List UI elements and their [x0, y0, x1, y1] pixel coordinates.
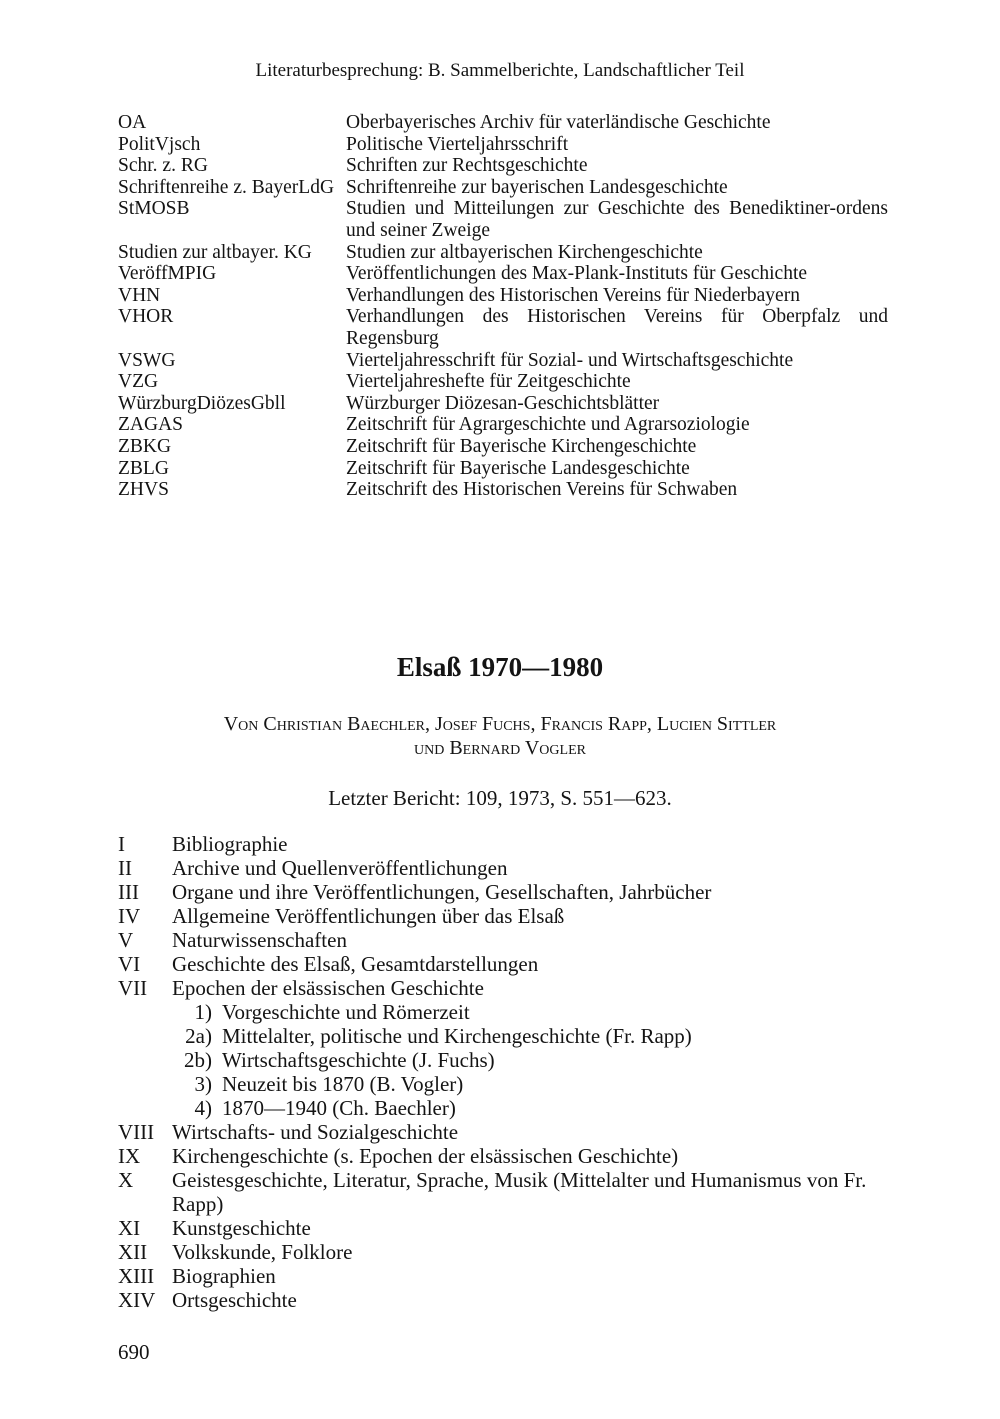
toc-item	[118, 1168, 888, 1216]
toc-subitem-label: Mittelalter, politische und Kirchengeschichte (Fr. Rapp)	[222, 1024, 692, 1048]
toc-item-label: Allgemeine Veröffentlichungen über das Elsaß	[172, 904, 565, 928]
abbreviation-row	[118, 134, 888, 156]
abbreviation-meaning: Oberbayerisches Archiv für vaterländische Geschichte	[346, 112, 771, 133]
abbreviation-meaning: Zeitschrift für Bayerische Kirchengeschichte	[346, 435, 697, 457]
abbreviation-key: ZHVS	[118, 479, 169, 501]
toc-subitem-label: Neuzeit bis 1870 (B. Vogler)	[222, 1072, 464, 1096]
toc-item-label: Archive und Quellenveröffentlichungen	[172, 856, 508, 880]
abbreviation-key: PolitVjsch	[118, 133, 201, 155]
toc-item-number: VII	[118, 976, 148, 1000]
abbreviation-key: VHN	[118, 284, 161, 306]
abbreviation-meaning: Vierteljahreshefte für Zeitgeschichte	[346, 371, 631, 393]
toc-item-number: XII	[118, 1240, 148, 1264]
abbreviation-row	[118, 198, 888, 241]
toc-subitem-number: 3)	[194, 1072, 212, 1096]
toc-item	[118, 1120, 888, 1144]
toc-item-label: Volkskunde, Folklore	[172, 1240, 353, 1264]
toc-item-label: Geistesgeschichte, Literatur, Sprache, Musik (Mittelalter und Humanismus von Fr. Rapp)	[172, 1168, 867, 1216]
toc-item	[118, 1144, 888, 1168]
toc-subitem-number: 1)	[194, 1000, 212, 1024]
toc-item-number: IV	[118, 904, 141, 928]
toc-item-label: Bibliographie	[172, 832, 288, 856]
abbreviation-row	[118, 177, 888, 199]
toc-subitem	[118, 1000, 888, 1024]
abbreviation-key: ZBKG	[118, 435, 172, 457]
toc-item	[118, 976, 888, 1000]
abbreviation-meaning: Politische Vierteljahrsschrift	[346, 133, 569, 155]
toc-subitem-label: 1870—1940 (Ch. Baechler)	[222, 1096, 456, 1120]
abbreviation-row	[118, 479, 888, 501]
abbreviation-meaning: Verhandlungen des Historischen Vereins für Oberpfalz und Regensburg	[346, 306, 888, 349]
toc-subitem-number: 2a)	[185, 1024, 212, 1048]
toc-item-label: Biographien	[172, 1264, 276, 1288]
toc-item	[118, 952, 888, 976]
toc-item	[118, 856, 888, 880]
page-number: 690	[118, 1340, 150, 1364]
abbreviation-key: VSWG	[118, 349, 176, 371]
abbreviation-meaning: Vierteljahresschrift für Sozial- und Wirtschaftsgeschichte	[346, 349, 794, 371]
abbreviation-row	[118, 393, 888, 415]
last-report-reference: Letzter Bericht: 109, 1973, S. 551—623.	[328, 786, 672, 810]
abbreviation-row	[118, 458, 888, 480]
toc-subitem-label: Wirtschaftsgeschichte (J. Fuchs)	[222, 1048, 495, 1072]
toc-item-label: Epochen der elsässischen Geschichte	[172, 976, 484, 1000]
abbreviation-meaning: Zeitschrift für Agrargeschichte und Agrarsoziologie	[346, 414, 750, 436]
abbreviation-row	[118, 436, 888, 458]
abbreviation-key: VHOR	[118, 306, 174, 328]
abbreviation-key: Schriftenreihe z. BayerLdG	[118, 176, 335, 198]
toc-item-label: Kunstgeschichte	[172, 1216, 311, 1240]
abbreviation-meaning: Verhandlungen des Historischen Vereins für Niederbayern	[346, 284, 800, 306]
authors-line-1: Von Christian Baechler, Josef Fuchs, Francis Rapp, Lucien Sittler	[223, 713, 777, 735]
toc-item	[118, 1216, 888, 1240]
abbreviation-row	[118, 242, 888, 264]
abbreviation-meaning: Schriftenreihe zur bayerischen Landesgeschichte	[346, 176, 728, 198]
authors	[0, 712, 1000, 760]
toc-subitem-number: 4)	[194, 1096, 212, 1120]
toc-subitem-label: Vorgeschichte und Römerzeit	[222, 1000, 470, 1024]
abbreviation-table	[118, 112, 888, 501]
toc-item	[118, 1264, 888, 1288]
toc-item-number: VI	[118, 952, 141, 976]
abbreviation-meaning: Studien und Mitteilungen zur Geschichte des Benediktiner-ordens und seiner Zweige	[346, 198, 888, 241]
toc-item	[118, 1240, 888, 1264]
abbreviation-row	[118, 414, 888, 436]
abbreviation-row	[118, 350, 888, 372]
abbreviation-row	[118, 285, 888, 307]
table-of-contents	[118, 832, 888, 1312]
abbreviation-row	[118, 155, 888, 177]
abbreviation-meaning: Schriften zur Rechtsgeschichte	[346, 155, 588, 177]
toc-subitem-number: 2b)	[184, 1048, 212, 1072]
toc-item	[118, 880, 888, 904]
toc-item-number: VIII	[118, 1120, 155, 1144]
toc-item-number: I	[118, 832, 125, 856]
toc-item-number: III	[118, 880, 139, 904]
toc-item-label: Ortsgeschichte	[172, 1288, 297, 1312]
toc-subitem	[118, 1096, 888, 1120]
abbreviation-row	[118, 263, 888, 285]
abbreviation-meaning: Zeitschrift des Historischen Vereins für Schwaben	[346, 479, 738, 501]
abbreviation-meaning: Zeitschrift für Bayerische Landesgeschichte	[346, 457, 690, 479]
toc-item-number: IX	[118, 1144, 141, 1168]
abbreviation-meaning: Würzburger Diözesan-Geschichtsblätter	[346, 392, 660, 414]
toc-item-label: Kirchengeschichte (s. Epochen der elsässischen Geschichte)	[172, 1144, 679, 1168]
toc-item	[118, 832, 888, 856]
abbreviation-row	[118, 371, 888, 393]
toc-item-label: Naturwissenschaften	[172, 928, 347, 952]
authors-line-2: und Bernard Vogler	[414, 737, 586, 759]
abbreviation-key: VZG	[118, 371, 159, 393]
toc-item	[118, 904, 888, 928]
abbreviation-row	[118, 112, 888, 134]
toc-item-number: XIV	[118, 1288, 156, 1312]
abbreviation-key: VeröffMPIG	[118, 263, 217, 285]
abbreviation-meaning: Studien zur altbayerischen Kirchengeschichte	[346, 241, 703, 263]
toc-item-number: V	[118, 928, 134, 952]
toc-subitem	[118, 1024, 888, 1048]
abbreviation-meaning: Veröffentlichungen des Max-Plank-Instituts für Geschichte	[346, 263, 808, 285]
toc-item-number: XI	[118, 1216, 141, 1240]
toc-item	[118, 928, 888, 952]
toc-item-label: Wirtschafts- und Sozialgeschichte	[172, 1120, 459, 1144]
toc-item-number: II	[118, 856, 132, 880]
toc-item-number: X	[118, 1168, 134, 1192]
toc-item	[118, 1288, 888, 1312]
abbreviation-key: Studien zur altbayer. KG	[118, 241, 312, 263]
toc-subitem	[118, 1072, 888, 1096]
abbreviation-key: OA	[118, 112, 147, 133]
toc-item-number: XIII	[118, 1264, 155, 1288]
toc-item-label: Organe und ihre Veröffentlichungen, Gesellschaften, Jahrbücher	[172, 880, 712, 904]
abbreviation-key: ZBLG	[118, 457, 169, 479]
abbreviation-row	[118, 306, 888, 349]
abbreviation-key: StMOSB	[118, 198, 190, 220]
abbreviation-key: ZAGAS	[118, 414, 184, 436]
section-title: Elsaß 1970—1980	[396, 652, 604, 682]
abbreviation-key: WürzburgDiözesGbll	[118, 392, 286, 414]
abbreviation-key: Schr. z. RG	[118, 155, 208, 177]
toc-subitem	[118, 1048, 888, 1072]
toc-item-label: Geschichte des Elsaß, Gesamtdarstellungen	[172, 952, 539, 976]
running-head: Literaturbesprechung: B. Sammelberichte, Landschaftlicher Teil	[255, 60, 745, 81]
